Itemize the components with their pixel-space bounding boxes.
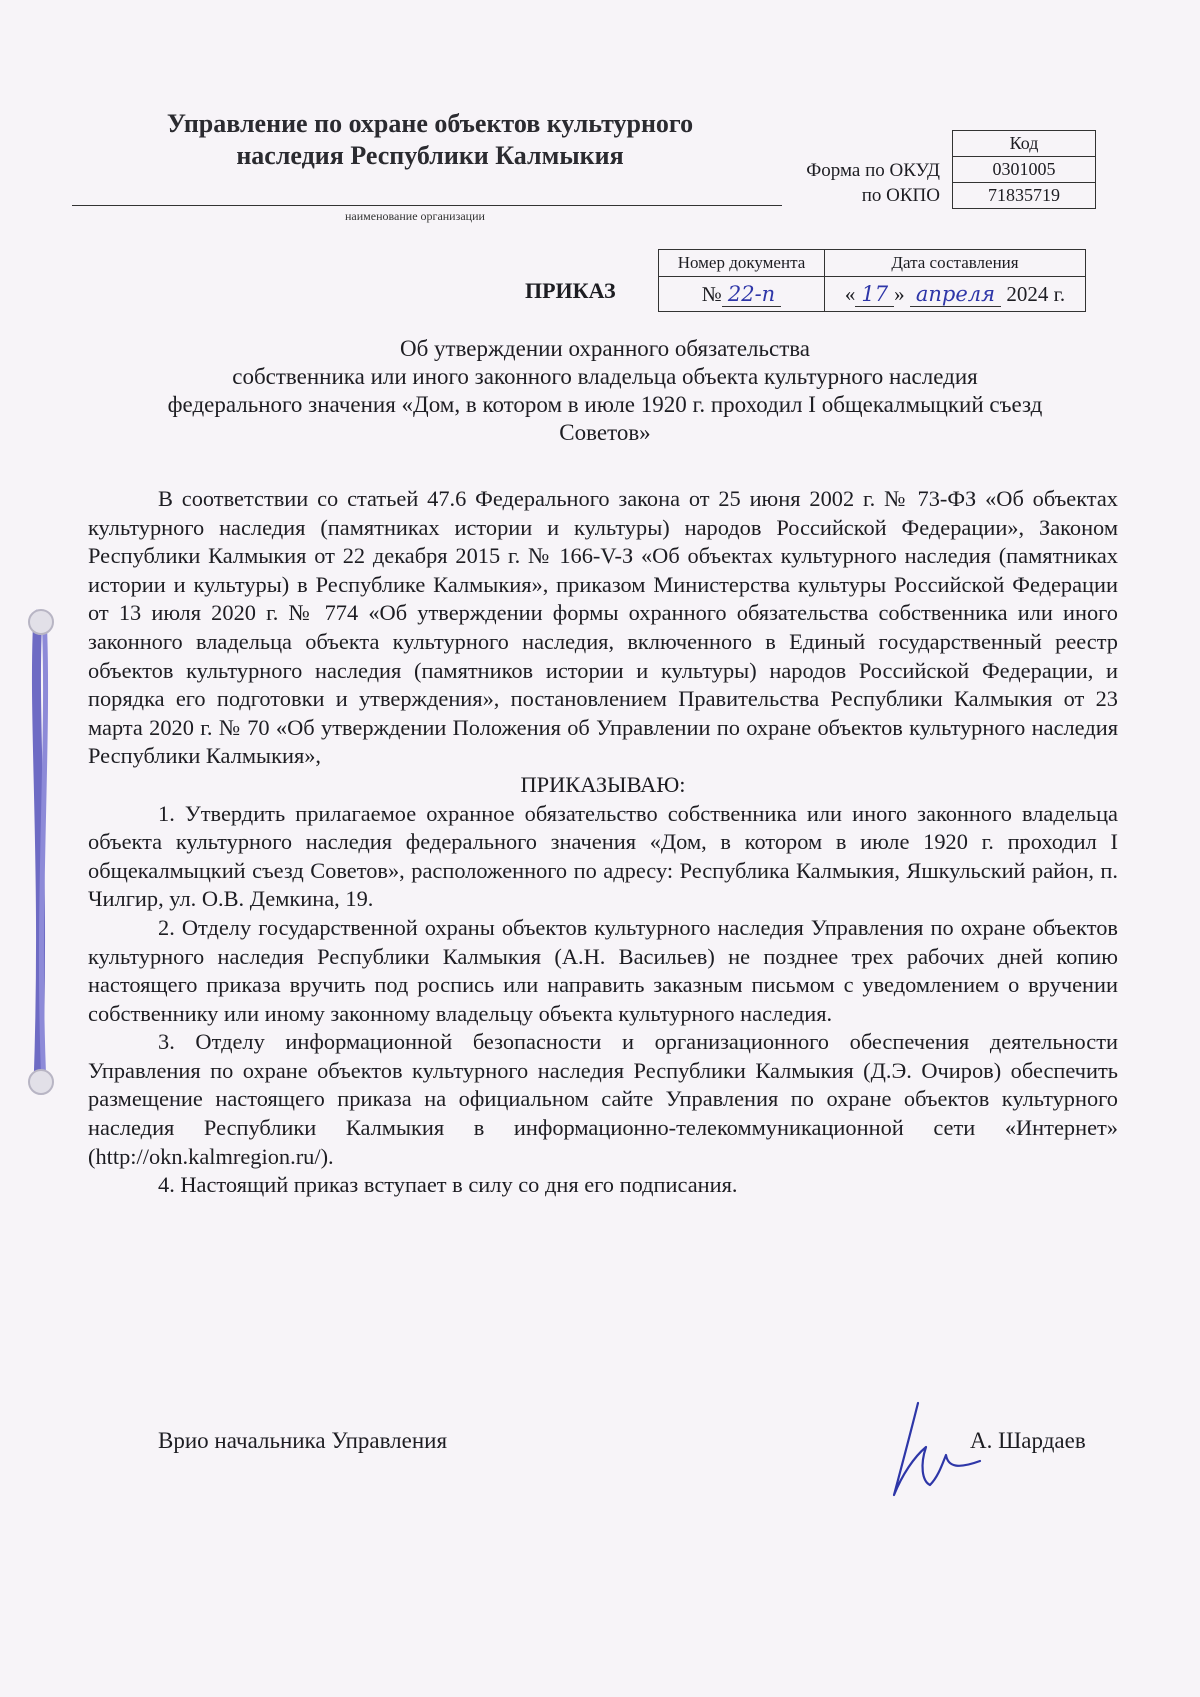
date-open-quote: « (844, 281, 856, 306)
okud-code: 0301005 (953, 157, 1096, 183)
org-line-1: Управление по охране объектов культурного (166, 109, 694, 138)
number-prefix: № (701, 281, 722, 306)
handwritten-month: апреля (910, 282, 1001, 307)
org-caption: наименование организации (345, 209, 485, 223)
order-item-2: 2. Отделу государственной охраны объектов культурного наследия Управления по охране объектов культурного наследия Республики Калмыкия (А.Н. Васильев) не позднее трех рабочих дней копию настоящего приказа вручить под роспись или направить заказным письмом с уведомлением о вручении собственнику или иному законному владельцу объекта культурного наследия. (88, 914, 1118, 1026)
order-item-1: 1. Утвердить прилагаемое охранное обязательство собственника или иного законного владельца объекта культурного наследия федерального значения «Дом, в котором в июле 1920 г. проходил I общекалмыцкий съезд Советов», расположенного по адресу: Республика Калмыкия, Яшкульский район, п. Чилгир, ул. О.В. Демкина, 19. (88, 800, 1118, 912)
okpo-code: 71835719 (953, 183, 1096, 209)
date-year: 2024 г. (1006, 281, 1066, 306)
codes-table (952, 130, 1096, 209)
document-body (88, 485, 1118, 1200)
preamble-paragraph: В соответствии со статьей 47.6 Федерального закона от 25 июня 2002 г. № 73-ФЗ «Об объектах культурного наследия (памятниках истории и культуры) народов Российской Федерации», Законом Республики Калмыкия от 22 декабря 2015 г. № 166-V-З «Об объектах культурного наследия (памятниках истории и культуры) в Республике Калмыкия», приказом Министерства культуры Российской Федерации от 13 июля 2020 г. № 774 «Об утверждении формы охранного обязательства собственника или иного законного владельца объекта культурного наследия, включенного в Единый государственный реестр объектов культурного наследия (памятников истории и культуры) народов Российской Федерации, и порядка его подготовки и утверждения», постановлением Правительства Республики Калмыкия от 23 марта 2020 г. № 70 «Об утверждении Положения об Управлении по охране объектов культурного наследия Республики Калмыкия», (88, 486, 1118, 769)
org-underline (72, 205, 782, 206)
handwritten-signature (880, 1395, 990, 1505)
title-line-2: собственника или иного законного владельца объекта культурного наследия (232, 364, 978, 389)
number-header: Номер документа (659, 250, 825, 277)
document-title (80, 335, 1130, 447)
organization-name (140, 108, 720, 172)
document-number-table (658, 249, 1086, 312)
signer-role: Врио начальника Управления (158, 1428, 448, 1453)
okpo-label: по ОКПО (861, 185, 940, 206)
code-header: Код (953, 131, 1096, 157)
title-line-3: федерального значения «Дом, в котором в июле 1920 г. проходил I общекалмыцкий съезд (167, 392, 1043, 417)
document-type: ПРИКАЗ (525, 278, 616, 303)
handwritten-day: 17 (855, 282, 894, 307)
okud-label: Форма по ОКУД (806, 160, 940, 181)
title-line-4: Советов» (559, 420, 651, 445)
binding-cord (22, 600, 62, 1100)
signer-name: А. Шардаев (970, 1428, 1086, 1453)
date-close-quote: » (894, 281, 905, 306)
document-date (825, 277, 1086, 312)
order-item-4: 4. Настоящий приказ вступает в силу со дня его подписания. (158, 1172, 738, 1198)
order-item-3: 3. Отделу информационной безопасности и организационного обеспечения деятельности Управления по охране объектов культурного наследия Республики Калмыкия (Д.Э. Очиров) обеспечить размещение настоящего приказа на официальном сайте Управления по охране объектов культурного наследия Республики Калмыкия в информационно-телекоммуникационной сети «Интернет» (http://okn.kalmregion.ru/). (88, 1029, 1118, 1169)
handwritten-number: 22-п (722, 282, 781, 307)
document-number (659, 277, 825, 312)
org-line-2: наследия Республики Калмыкия (236, 141, 624, 170)
date-header: Дата составления (825, 250, 1086, 277)
order-heading: ПРИКАЗЫВАЮ: (520, 771, 686, 797)
title-line-1: Об утверждении охранного обязательства (399, 336, 811, 361)
